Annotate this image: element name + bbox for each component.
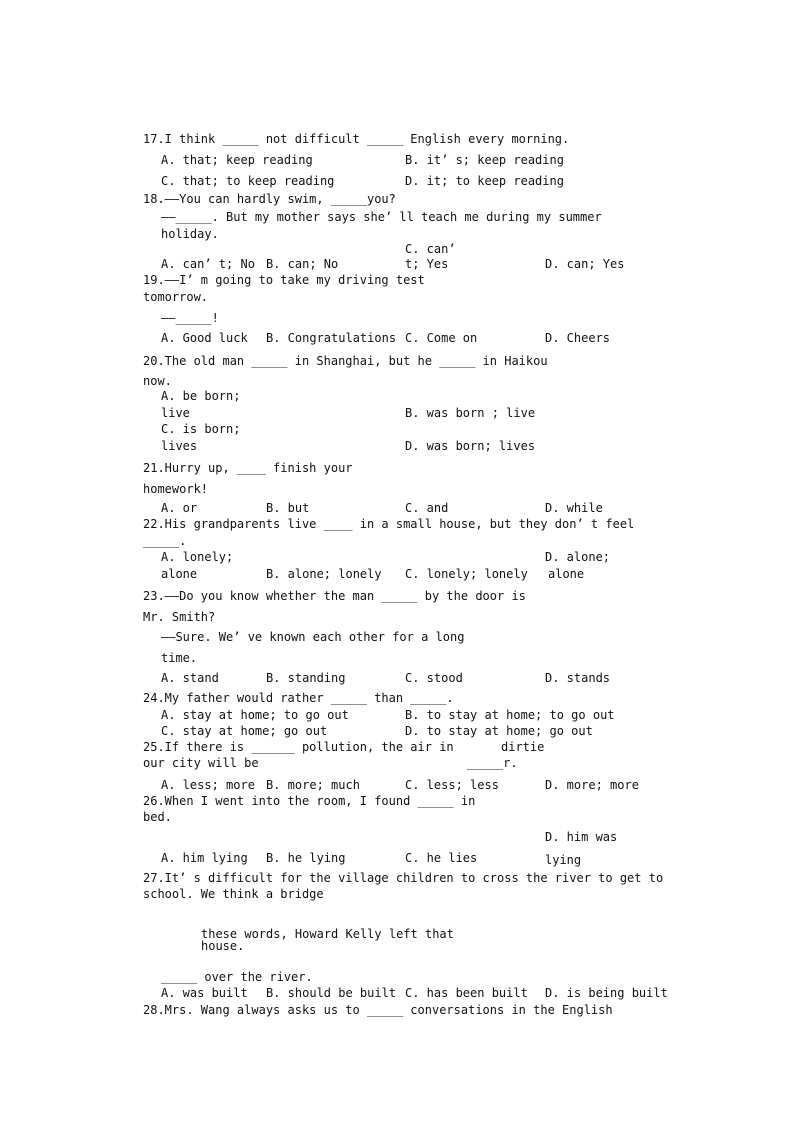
q22-option-d: D. alone; xyxy=(545,550,611,564)
q17-option-a: A. that; keep reading xyxy=(161,153,313,167)
q27-option-c: C. has been built xyxy=(405,986,528,1000)
q27-stem-blank: _____ over the river. xyxy=(161,970,313,984)
q23-stem: 23.——Do you know whether the man _____ by the door is xyxy=(143,589,526,603)
q18-option-d: D. can; Yes xyxy=(545,257,625,271)
q23-option-a: A. stand xyxy=(161,671,219,685)
q21-stem-cont: homework! xyxy=(143,482,209,496)
q20-option-c-cont: lives xyxy=(161,439,198,453)
q20-option-c: C. is born; xyxy=(161,422,241,436)
q17-stem: 17.I think _____ not difficult _____ English every morning. xyxy=(143,132,570,146)
q18-stem: 18.——You can hardly swim, _____you? xyxy=(143,192,396,206)
q17-option-b: B. it’ s; keep reading xyxy=(405,153,564,167)
q22-option-c: C. lonely; lonely xyxy=(405,567,528,581)
q20-option-b: B. was born ; live xyxy=(405,406,536,420)
q23-stem-cont: Mr. Smith? xyxy=(143,610,216,624)
q23-option-d: D. stands xyxy=(545,671,611,685)
q24-option-c: C. stay at home; go out xyxy=(161,724,328,738)
q18-option-c-part1: C. can’ xyxy=(405,242,456,256)
q20-option-a-cont: live xyxy=(161,406,190,420)
q24-option-a: A. stay at home; to go out xyxy=(161,708,349,722)
q27-option-d: D. is being built xyxy=(545,986,668,1000)
q26-option-b: B. he lying xyxy=(266,851,346,865)
q19-option-c: C. Come on xyxy=(405,331,478,345)
q19-option-d: D. Cheers xyxy=(545,331,611,345)
q17-option-c: C. that; to keep reading xyxy=(161,174,335,188)
q25-stem-blank-part1: dirtie xyxy=(501,740,545,754)
stray-text-fragment: these words, Howard Kelly left that xyxy=(201,927,454,941)
q26-stem: 26.When I went into the room, I found _____ in xyxy=(143,794,476,808)
q21-option-a: A. or xyxy=(161,501,198,515)
q19-stem: 19.——I’ m going to take my driving test xyxy=(143,273,425,287)
q21-option-b: B. but xyxy=(266,501,310,515)
q26-option-d: D. him was xyxy=(545,830,618,844)
q22-stem-cont: _____. xyxy=(143,534,187,548)
q19-stem-cont: tomorrow. xyxy=(143,290,209,304)
q20-stem-cont: now. xyxy=(143,374,172,388)
q23-option-b: B. standing xyxy=(266,671,346,685)
q20-stem: 20.The old man _____ in Shanghai, but he _____ in Haikou xyxy=(143,354,548,368)
q22-option-b: B. alone; lonely xyxy=(266,567,382,581)
q22-option-a-cont: alone xyxy=(161,567,198,581)
q18-option-b: B. can; No xyxy=(266,257,339,271)
q25-stem-cont: our city will be xyxy=(143,756,259,770)
q25-option-a: A. less; more xyxy=(161,778,255,792)
q24-option-d: D. to stay at home; go out xyxy=(405,724,593,738)
q18-dialogue-cont: holiday. xyxy=(161,227,219,241)
q27-option-b: B. should be built xyxy=(266,986,397,1000)
q27-stem: 27.It’ s difficult for the village children to cross the river to get to xyxy=(143,871,664,885)
q21-option-c: C. and xyxy=(405,501,449,515)
q26-option-c: C. he lies xyxy=(405,851,478,865)
q18-dialogue: ——_____. But my mother says she’ ll teach me during my summer xyxy=(161,210,602,224)
q26-stem-cont: bed. xyxy=(143,810,172,824)
q25-stem: 25.If there is ______ pollution, the air in xyxy=(143,740,454,754)
q17-option-d: D. it; to keep reading xyxy=(405,174,564,188)
q27-option-a: A. was built xyxy=(161,986,248,1000)
q22-option-d-cont: alone xyxy=(548,567,585,581)
q21-stem: 21.Hurry up, ____ finish your xyxy=(143,461,353,475)
q23-dialogue-cont: time. xyxy=(161,651,198,665)
q19-option-a: A. Good luck xyxy=(161,331,248,345)
q19-dialogue: ——_____! xyxy=(161,311,219,325)
q18-option-c-part2: t; Yes xyxy=(405,257,449,271)
q18-option-a: A. can’ t; No xyxy=(161,257,255,271)
q24-stem: 24.My father would rather _____ than _____. xyxy=(143,691,454,705)
q22-option-a: A. lonely; xyxy=(161,550,234,564)
q25-option-c: C. less; less xyxy=(405,778,499,792)
q25-option-d: D. more; more xyxy=(545,778,639,792)
q26-option-a: A. him lying xyxy=(161,851,248,865)
q25-stem-blank-part2: _____r. xyxy=(467,756,518,770)
q24-option-b: B. to stay at home; to go out xyxy=(405,708,615,722)
q23-dialogue: ——Sure. We’ ve known each other for a long xyxy=(161,630,465,644)
q20-option-d: D. was born; lives xyxy=(405,439,536,453)
q27-stem-cont: school. We think a bridge xyxy=(143,887,324,901)
q26-option-d-cont: lying xyxy=(545,853,582,867)
q21-option-d: D. while xyxy=(545,501,603,515)
q28-stem: 28.Mrs. Wang always asks us to _____ conversations in the English xyxy=(143,1003,613,1017)
q19-option-b: B. Congratulations xyxy=(266,331,397,345)
q25-option-b: B. more; much xyxy=(266,778,360,792)
q20-option-a: A. be born; xyxy=(161,389,241,403)
stray-text-fragment-cont: house. xyxy=(201,939,245,953)
q22-stem: 22.His grandparents live ____ in a small house, but they don’ t feel xyxy=(143,517,635,531)
q23-option-c: C. stood xyxy=(405,671,463,685)
